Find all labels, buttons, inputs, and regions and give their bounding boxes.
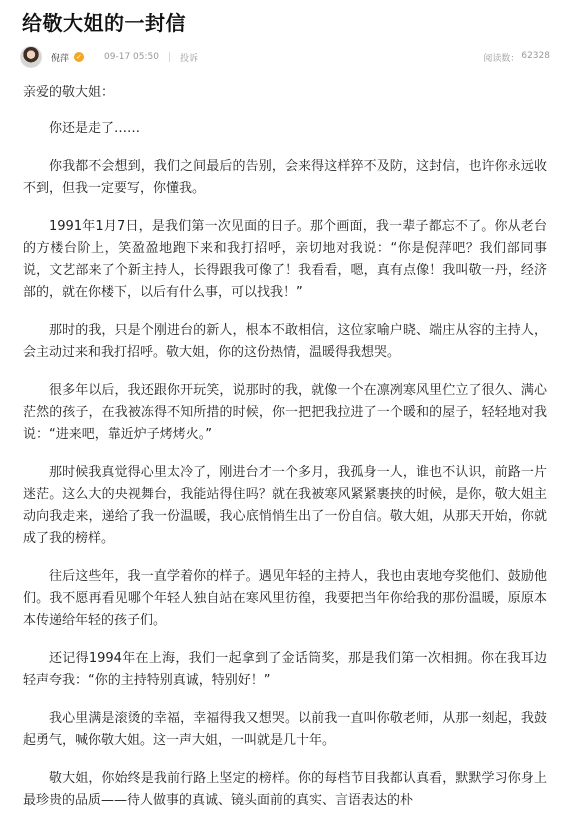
paragraph-1: 你还是走了…… [49,121,141,136]
article-body [23,82,547,828]
paragraph-6: 那时候我真觉得心里太冷了，刚进台才一个多月，我孤身一人，谁也不认识，前路一片迷茫。这么大的央视舞台，我能站得住吗？就在我被寒风紧紧裹挟的时候，是你，敬大姐主动向我走来，递给了我一份温暖，我心底悄悄生出了一份自信。敬大姐，从那天开始，你就成了我的榜样。 [23,465,547,546]
read-count [483,51,550,64]
paragraph-9: 我心里满是滚烫的幸福，幸福得我又想哭。以前我一直叫你敬老师，从那一刻起，我鼓起勇气，喊你敬大姐。这一声大姐，一叫就是几十年。 [23,711,547,748]
author-avatar[interactable] [20,46,42,68]
article-meta [20,44,550,70]
paragraph-3: 1991年1月7日，是我们第一次见面的日子。那个画面，我一辈子都忘不了。你从老台的方楼台阶上，笑盈盈地跑下来和我打招呼，亲切地对我说：“你是倪萍吧？我们部同事说，文艺部来了个新主持人，长得跟我可像了！我看看，嗯，真有点像！我叫敬一丹，经济部的，就在你楼下，以后有什么事，可以找我！” [23,219,547,300]
paragraph-2: 你我都不会想到，我们之间最后的告别，会来得这样猝不及防，这封信，也许你永远收不到，但我一定要写，你懂我。 [23,159,547,196]
publish-date: 09-17 05:50 [104,52,159,62]
salutation: 亲爱的敬大姐： [23,85,115,100]
meta-divider [169,52,170,62]
paragraph-10: 敬大姐，你始终是我前行路上坚定的榜样。你的每档节目我都认真看，默默学习你身上最珍贵的品质——待人做事的真诚、镜头面前的真实、言语表达的朴 [23,771,547,808]
paragraph-5: 很多年以后，我还跟你开玩笑，说那时的我，就像一个在凛冽寒风里伫立了很久、满心茫然的孩子，在我被冻得不知所措的时候，你一把把我拉进了一个暖和的屋子，轻轻地对我说：“进来吧，靠近炉子烤烤火。” [23,383,547,442]
read-count-value: 62328 [521,50,550,61]
read-count-label: 阅读数： [483,53,520,64]
report-link[interactable]: 投诉 [179,53,198,64]
paragraph-8: 还记得1994年在上海，我们一起拿到了金话筒奖，那是我们第一次相拥。你在我耳边轻声夸我：“你的主持特别真诚，特别好！” [23,651,547,688]
paragraph-7: 往后这些年，我一直学着你的样子。遇见年轻的主持人，我也由衷地夸奖他们、鼓励他们。我不愿再看见哪个年轻人独自站在寒风里彷徨，我要把当年你给我的那份温暖，原原本本传递给年轻的孩子们。 [23,569,547,628]
article-title: 给敬大姐的一封信 [22,11,186,35]
author-name[interactable]: 倪萍 [51,53,70,64]
paragraph-4: 那时的我，只是个刚进台的新人，根本不敢相信，这位家喻户晓、端庄从容的主持人，会主动过来和我打招呼。敬大姐，你的这份热情，温暖得我想哭。 [23,323,547,360]
verified-badge-icon: ✓ [74,52,84,62]
